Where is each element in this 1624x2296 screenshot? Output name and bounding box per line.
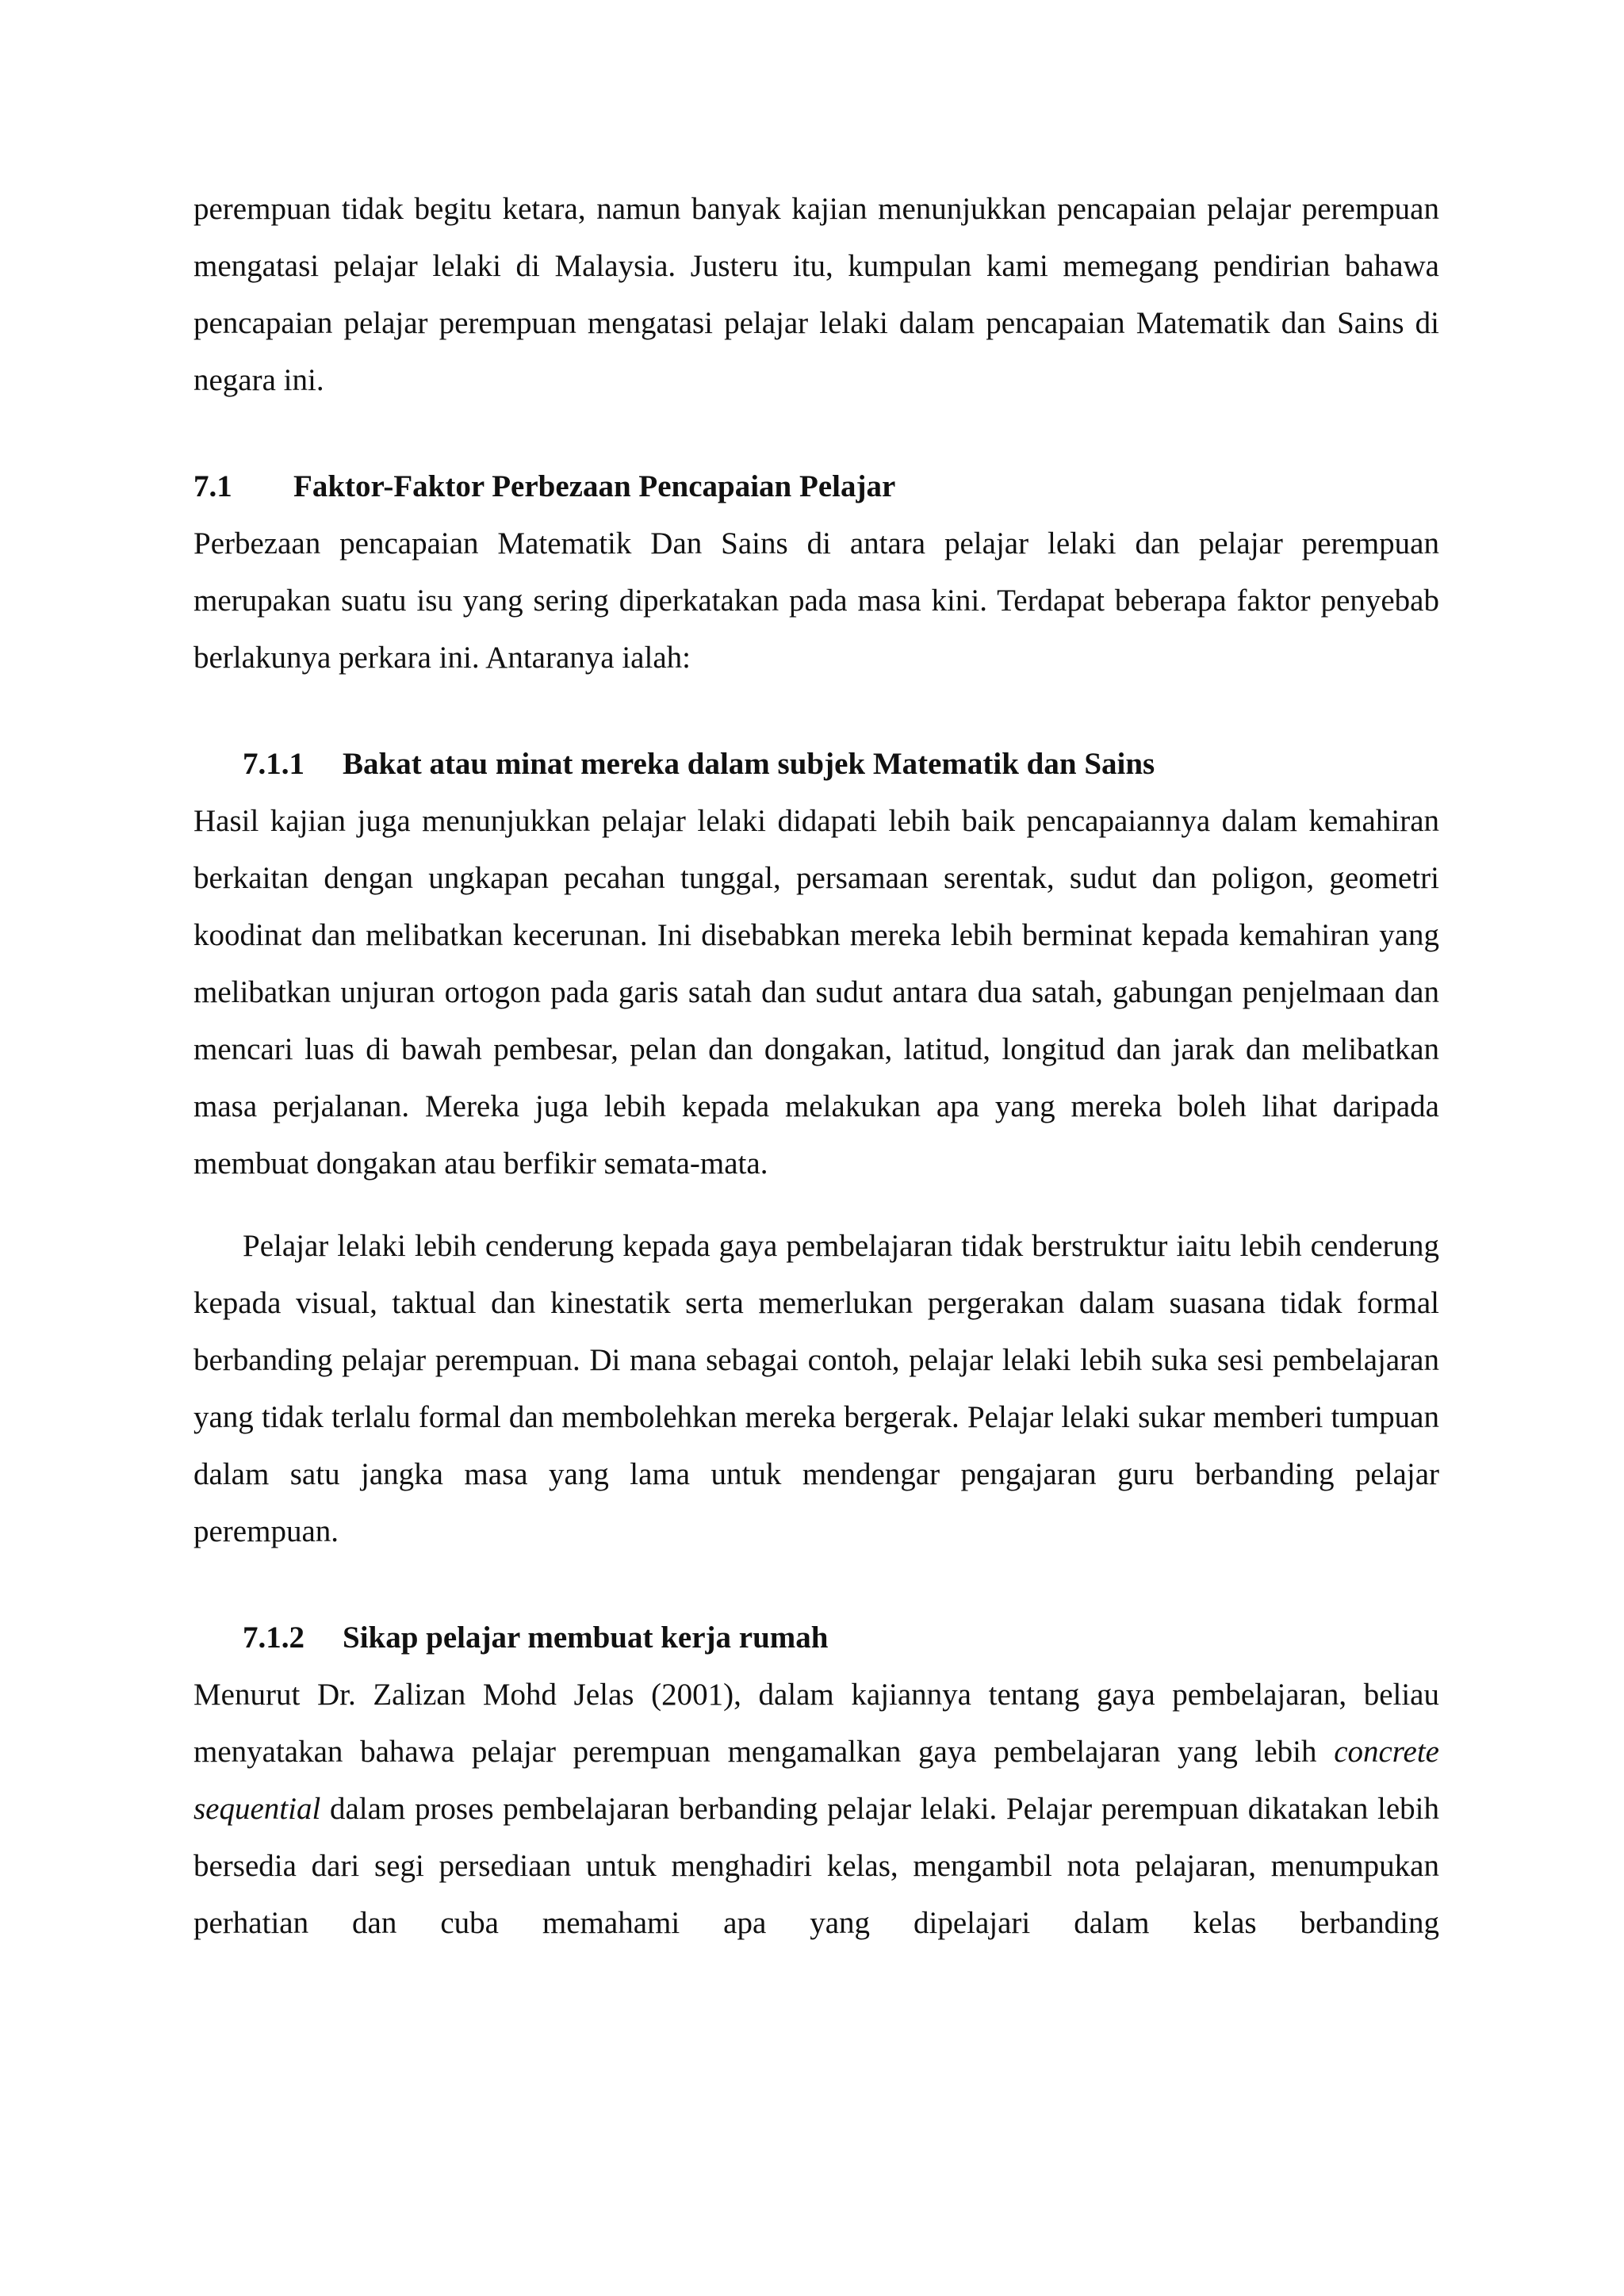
intro-paragraph: perempuan tidak begitu ketara, namun banyak kajian menunjukkan pencapaian pelajar perempuan mengatasi pelajar lelaki di Malaysia. Justeru itu, kumpulan kami memegang pendirian bahawa pencapaian pelajar perempuan mengatasi pelajar lelaki dalam pencapaian Matematik dan Sains di negara ini. <box>193 192 1439 397</box>
subsection-7-1-1-paragraph-2: Pelajar lelaki lebih cenderung kepada gaya pembelajaran tidak berstruktur iaitu lebih cenderung kepada visual, taktual dan kinestatik serta memerlukan pergerakan dalam suasana tidak formal berbanding pelajar perempuan. Di mana sebagai contoh, pelajar lelaki lebih suka sesi pembelajaran yang tidak terlalu formal dan membolehkan mereka bergerak. Pelajar lelaki sukar memberi tumpuan dalam satu jangka masa yang lama untuk mendengar pengajaran guru berbanding pelajar perempuan. <box>193 1229 1439 1548</box>
section-number: 7.1 <box>193 469 232 503</box>
document-page <box>193 181 1439 1952</box>
section-title: Faktor-Faktor Perbezaan Pencapaian Pelajar <box>293 469 896 503</box>
section-heading-7-1 <box>193 458 1439 515</box>
subsection-number: 7.1.1 <box>243 747 304 781</box>
subsection-title: Sikap pelajar membuat kerja rumah <box>343 1621 829 1655</box>
subsection-number: 7.1.2 <box>243 1621 304 1655</box>
subsection-7-1-2-paragraph <box>193 1667 1439 1952</box>
italic-term: concrete sequential <box>193 1735 1439 1826</box>
paragraph-text-start: Menurut Dr. Zalizan Mohd Jelas (2001), dalam kajiannya tentang gaya pembelajaran, beliau menyatakan bahawa pelajar perempuan mengamalkan gaya pembelajaran yang lebih <box>193 1678 1439 1769</box>
subsection-title: Bakat atau minat mereka dalam subjek Matematik dan Sains <box>343 747 1155 781</box>
subsection-heading-7-1-1 <box>193 736 1439 793</box>
section-7-1-paragraph: Perbezaan pencapaian Matematik Dan Sains di antara pelajar lelaki dan pelajar perempuan merupakan suatu isu yang sering diperkatakan pada masa kini. Terdapat beberapa faktor penyebab berlakunya perkara ini. Antaranya ialah: <box>193 526 1439 675</box>
subsection-heading-7-1-2 <box>193 1609 1439 1667</box>
paragraph-text-end: dalam proses pembelajaran berbanding pelajar lelaki. Pelajar perempuan dikatakan lebih bersedia dari segi persediaan untuk menghadiri kelas, mengambil nota pelajaran, menumpukan perhatian dan cuba memahami apa yang dipelajari dalam kelas berbanding <box>193 1792 1439 1940</box>
subsection-7-1-1-paragraph-1: Hasil kajian juga menunjukkan pelajar lelaki didapati lebih baik pencapaiannya dalam kemahiran berkaitan dengan ungkapan pecahan tunggal, persamaan serentak, sudut dan poligon, geometri koodinat dan melibatkan kecerunan. Ini disebabkan mereka lebih berminat kepada kemahiran yang melibatkan unjuran ortogon pada garis satah dan sudut antara dua satah, gabungan penjelmaan dan mencari luas di bawah pembesar, pelan dan dongakan, latitud, longitud dan jarak dan melibatkan masa perjalanan. Mereka juga lebih kepada melakukan apa yang mereka boleh lihat daripada membuat dongakan atau berfikir semata-mata. <box>193 804 1439 1181</box>
